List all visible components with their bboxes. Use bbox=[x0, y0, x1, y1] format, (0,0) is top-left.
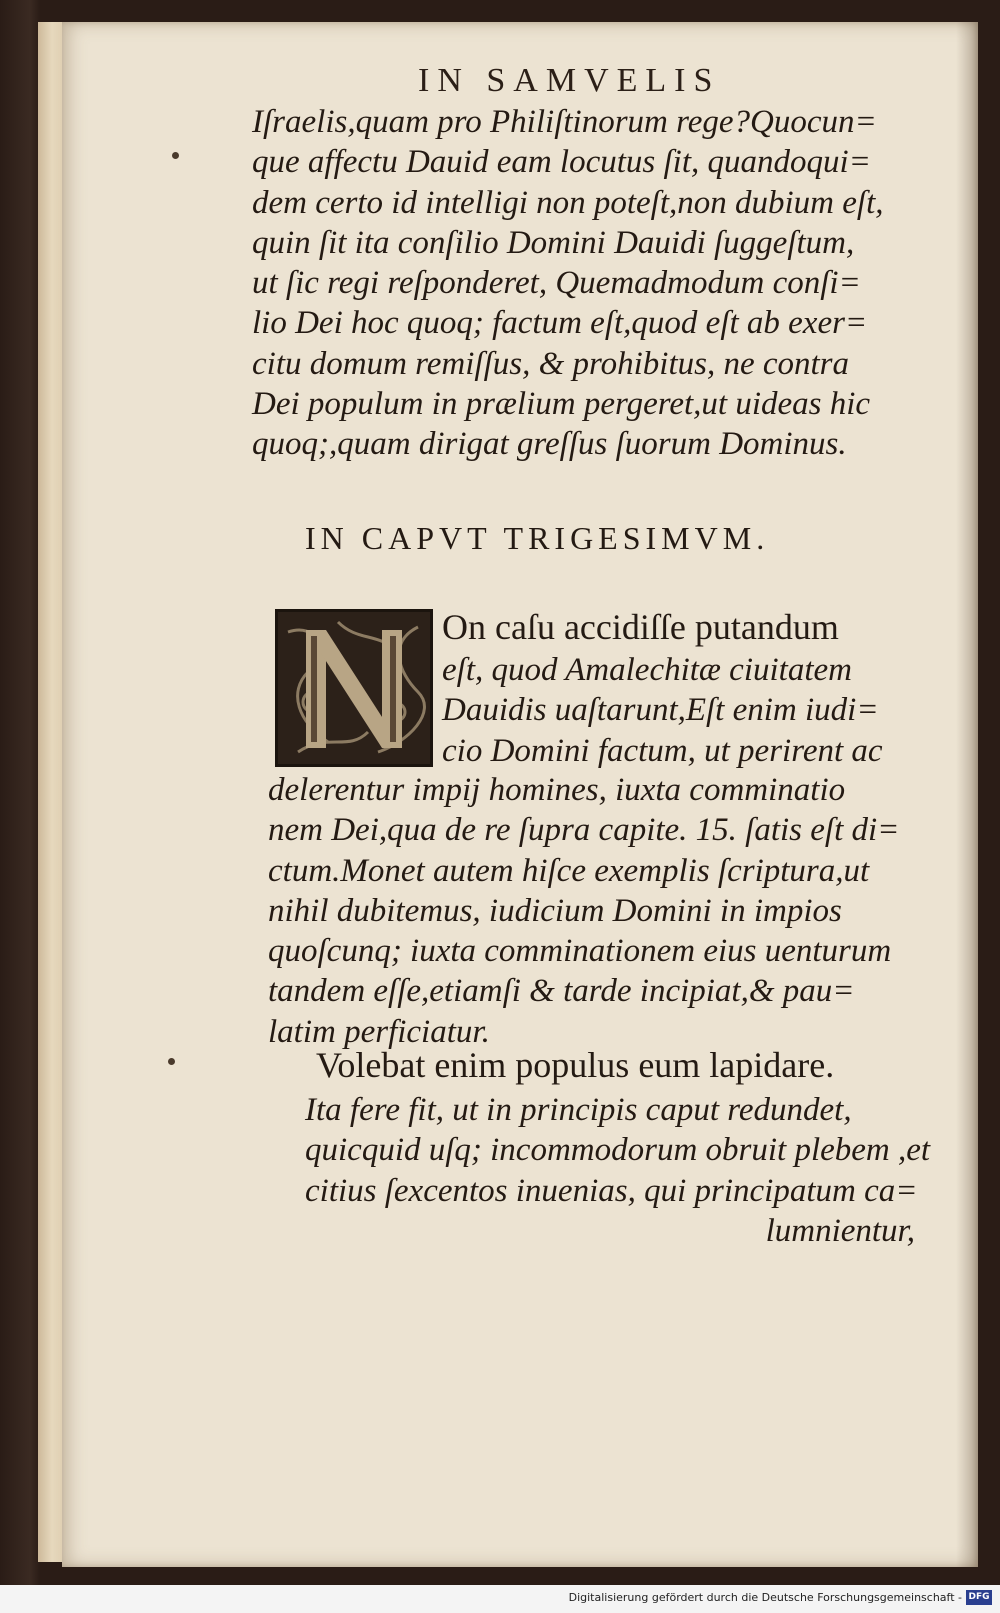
text-line: lio Dei hoc quoq; factum eſt,quod eſt ab exer= bbox=[252, 305, 868, 342]
ink-spot bbox=[172, 152, 179, 159]
text-line: Dauidis uaſtarunt,Eſt enim iudi= bbox=[442, 692, 879, 729]
footer-bar bbox=[0, 1585, 1000, 1613]
text-line: Ita fere fit, ut in principis caput redundet, bbox=[305, 1092, 852, 1128]
ink-spot bbox=[168, 1058, 175, 1065]
paragraph-2-first-line: On caſu accidiſſe putandum bbox=[442, 607, 839, 647]
text-line: eſt, quod Amalechitæ ciuitatem bbox=[442, 652, 852, 688]
text-line: tandem eſſe,etiamſi & tarde incipiat,& pau= bbox=[268, 973, 855, 1010]
funding-notice: Digitalisierung gefördert durch die Deutsche Forschungsgemeinschaft - bbox=[568, 1591, 962, 1604]
text-line: nihil dubitemus, iudicium Domini in impios bbox=[268, 892, 842, 929]
paragraph-3 bbox=[305, 1090, 931, 1251]
paragraph-2-beside-initial bbox=[442, 650, 902, 771]
text-line: quicquid uſq; incommodorum obruit plebem ,et bbox=[305, 1132, 931, 1169]
text-line: lumnientur, bbox=[765, 1212, 915, 1249]
text-line: quoq;,quam dirigat greſſus ſuorum Dominus. bbox=[252, 426, 847, 463]
text-line: que affectu Dauid eam locutus ſit, quandoqui= bbox=[252, 144, 871, 181]
text-line: Dei populum in prælium pergeret,ut uideas hic bbox=[252, 386, 871, 423]
text-line: citu domum remiſſus, & prohibitus, ne contra bbox=[252, 345, 850, 382]
text-line: quoſcunq; iuxta comminationem eius uenturum bbox=[268, 933, 892, 970]
decorated-initial bbox=[275, 609, 433, 767]
text-line: dem certo id intelligi non poteſt,non dubium eſt, bbox=[252, 184, 884, 221]
text-line: nem Dei,qua de re ſupra capite. 15. ſatis eſt di= bbox=[268, 812, 900, 849]
text-line: latim perficiatur. bbox=[268, 1013, 490, 1050]
text-line: citius ſexcentos inuenias, qui principatum ca= bbox=[305, 1172, 918, 1209]
text-line: Iſraelis,quam pro Philiſtinorum rege?Quocun= bbox=[252, 104, 877, 140]
text-line: cio Domini factum, ut perirent ac bbox=[442, 732, 883, 769]
foliage-ornament-icon bbox=[278, 612, 430, 764]
paragraph-2-rest bbox=[268, 770, 908, 1052]
text-line: ut ſic regi reſponderet, Quemadmodum conſi= bbox=[252, 265, 861, 302]
text-line: delerentur impij homines, iuxta comminatio bbox=[268, 772, 846, 808]
chapter-heading: IN CAPVT TRIGESIMVM. bbox=[305, 520, 770, 556]
lemma: Volebat enim populus eum lapidare. bbox=[316, 1045, 835, 1085]
page-gutter-shadow bbox=[956, 22, 978, 1567]
dfg-logo: DFG bbox=[966, 1590, 992, 1605]
running-head: IN SAMVELIS bbox=[418, 62, 721, 99]
text-line: ctum.Monet autem hiſce exemplis ſcriptura,ut bbox=[268, 852, 870, 889]
paragraph-1 bbox=[252, 102, 902, 465]
text-line: quin ſit ita conſilio Domini Dauidi ſuggeſtum, bbox=[252, 224, 855, 261]
